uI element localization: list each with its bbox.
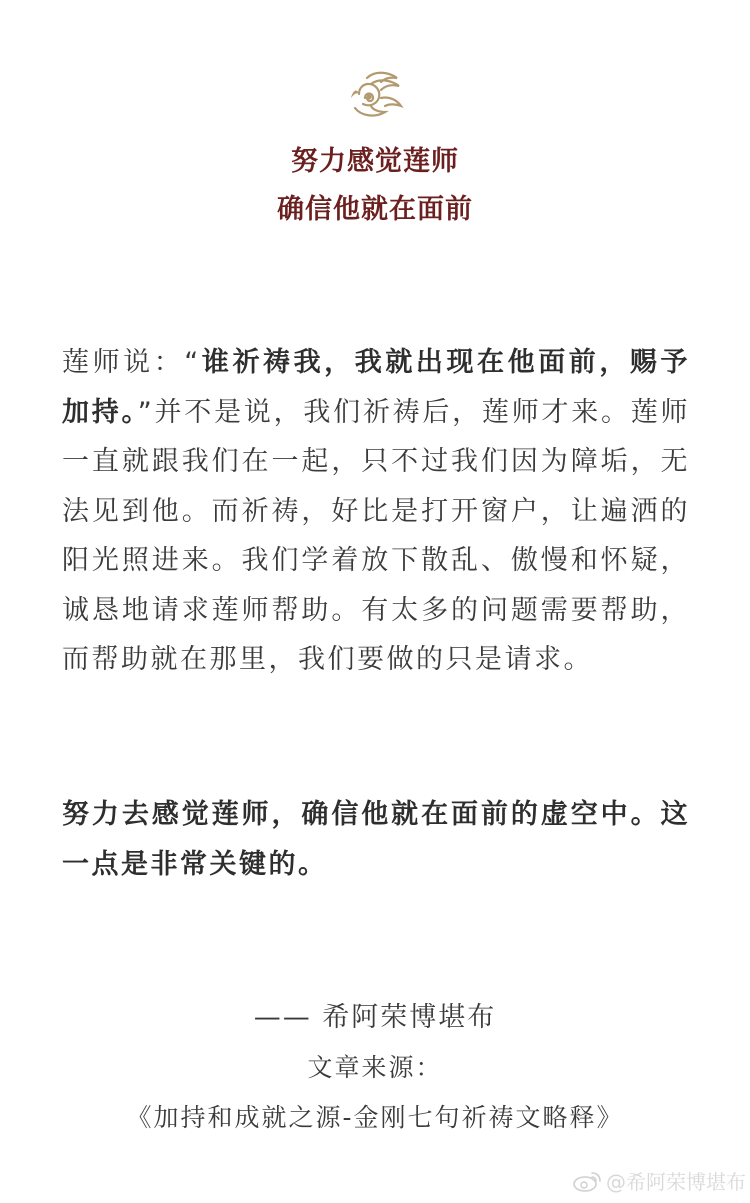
quote-rest: ”并不是说，我们祈祷后，莲师才来。莲师一直就跟我们在一起，只不过我们因为障垢，无法见到他。而祈祷，好比是打开窗户，让遍洒的阳光照进来。我们学着放下散乱、傲慢和怀疑，诚恳地请求莲师帮助。有太多的问题需要帮助，而帮助就在那里，我们要做的只是请求。: [62, 396, 690, 675]
watermark-text: @希阿荣博堪布: [606, 1170, 746, 1194]
weibo-icon: [572, 1169, 602, 1193]
page-title-line1: 努力感觉莲师: [291, 146, 459, 177]
page-title-line2: 确信他就在面前: [277, 194, 473, 225]
source-label: 文章来源：: [307, 1053, 443, 1082]
source-title: 《加持和成就之源-金刚七句祈祷文略释》: [126, 1103, 624, 1132]
quote-bold: 谁祈祷我，我就出现在他面前，赐予加持。: [62, 347, 690, 428]
quote-paragraph: [62, 338, 690, 685]
quote-prefix: 莲师说：“: [62, 347, 201, 378]
cloud-ornament-icon: [345, 68, 405, 122]
key-paragraph: 努力去感觉莲师，确信他就在面前的虚空中。这一点是非常关键的。: [62, 799, 690, 880]
watermark: [572, 1166, 746, 1195]
author-line: —— 希阿荣博堪布: [253, 1002, 497, 1033]
